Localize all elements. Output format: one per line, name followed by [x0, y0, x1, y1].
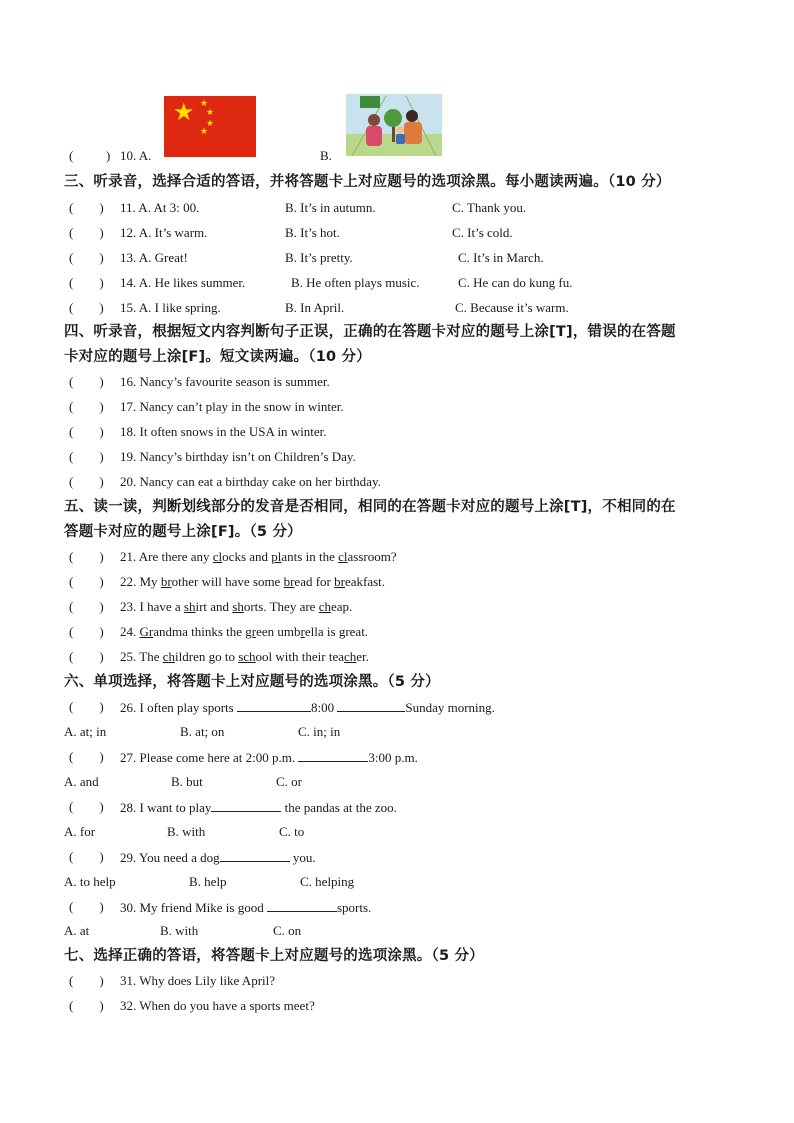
text-part: ocks and — [222, 549, 272, 564]
question-18-text: 18. It often snows in the USA in winter. — [120, 424, 327, 439]
answer-paren[interactable]: ( ) — [69, 300, 104, 315]
fill-blank[interactable] — [298, 749, 368, 762]
text-part: 29. You need a dog — [120, 850, 220, 865]
question-30-text — [120, 899, 371, 916]
option-c: C. Thank you. — [452, 200, 527, 215]
option-a: A. and — [64, 774, 99, 789]
option-b-label: B. — [320, 148, 332, 163]
text-part: ella is great. — [304, 624, 369, 639]
text-part: 27. Please come here at 2:00 p.m. — [120, 750, 299, 765]
text-part: 24. — [120, 624, 140, 639]
answer-paren[interactable]: ( ) — [69, 849, 104, 864]
text-part: the pandas at the zoo. — [281, 800, 397, 815]
option-b: B. It’s in autumn. — [285, 200, 376, 215]
answer-paren[interactable]: ( ) — [69, 225, 104, 240]
underlined-sound: sh — [183, 599, 196, 614]
underlined-sound: Gr — [139, 624, 154, 639]
text-part: 3:00 p.m. — [368, 750, 418, 765]
underlined-sound: gr — [245, 624, 257, 639]
question-11-text: 11. A. At 3: 00. — [120, 200, 200, 215]
underlined-sound: sh — [232, 599, 244, 614]
text-part: orts. They are — [243, 599, 319, 614]
answer-paren[interactable]: ( ) — [69, 599, 104, 614]
text-part: eap. — [330, 599, 353, 614]
option-b: B. but — [171, 774, 203, 789]
answer-paren[interactable]: ( ) — [69, 899, 104, 914]
option-a: A. to help — [64, 874, 116, 889]
text-part: other will have some — [171, 574, 284, 589]
text-part: 23. I have a — [120, 599, 184, 614]
fill-blank[interactable] — [211, 799, 281, 812]
answer-paren-open[interactable]: ( — [69, 148, 74, 163]
text-part: ead for — [294, 574, 335, 589]
option-b: B. He often plays music. — [291, 275, 420, 290]
question-20-text: 20. Nancy can eat a birthday cake on her birthday. — [120, 474, 381, 489]
answer-paren[interactable]: ( ) — [69, 250, 104, 265]
underlined-sound: br — [160, 574, 172, 589]
answer-paren[interactable]: ( ) — [69, 649, 104, 664]
question-23-text — [120, 599, 352, 615]
answer-paren[interactable]: ( ) — [69, 699, 104, 714]
text-part: 30. My friend Mike is good — [120, 900, 267, 915]
fill-blank[interactable] — [267, 899, 337, 912]
text-part: 25. The — [120, 649, 163, 664]
underlined-sound: br — [334, 574, 345, 589]
question-22-text — [120, 574, 385, 590]
option-b: B. In April. — [285, 300, 345, 315]
text-part: ants in the — [281, 549, 339, 564]
underlined-sound: cl — [338, 549, 348, 564]
text-part: ool with their tea — [255, 649, 344, 664]
option-c: C. to — [279, 824, 305, 839]
option-c: C. or — [276, 774, 302, 789]
text-part: er. — [356, 649, 369, 664]
big-star-icon: ★ — [173, 100, 195, 126]
question-14-text: 14. A. He likes summer. — [120, 275, 246, 290]
text-part: 21. Are there any — [120, 549, 213, 564]
underlined-sound: r — [300, 624, 305, 639]
text-part: irt and — [195, 599, 233, 614]
underlined-sound: cl — [212, 549, 223, 564]
option-c: C. in; in — [298, 724, 341, 739]
answer-paren[interactable]: ( ) — [69, 399, 104, 414]
text-part: 8:00 — [310, 700, 338, 715]
answer-paren[interactable]: ( ) — [69, 799, 104, 814]
option-c: C. Because it’s warm. — [455, 300, 569, 315]
option-c: C. He can do kung fu. — [458, 275, 573, 290]
section-4-title-line1: 四、听录音，根据短文内容判断句子正误，正确的在答题卡对应的题号上涂[T]，错误的在答题 — [64, 324, 676, 340]
option-c: C. It’s in March. — [458, 250, 544, 265]
text-part: 26. I often play sports — [120, 700, 237, 715]
option-b: B. with — [160, 923, 199, 938]
answer-paren[interactable]: ( ) — [69, 973, 104, 988]
question-17-text: 17. Nancy can’t play in the snow in winter. — [120, 399, 344, 414]
underlined-sound: sch — [238, 649, 256, 664]
small-star-icon: ★ — [200, 98, 209, 108]
question-26-text — [120, 699, 495, 716]
option-b: B. with — [167, 824, 206, 839]
small-star-icon: ★ — [200, 126, 209, 136]
section-6-title: 六、单项选择，将答题卡上对应题号的选项涂黑。（5 分） — [64, 674, 440, 690]
question-16-text: 16. Nancy’s favourite season is summer. — [120, 374, 330, 389]
family-planting-tree-image — [346, 94, 442, 156]
question-19-text: 19. Nancy’s birthday isn’t on Children’s Day. — [120, 449, 356, 464]
text-part: eakfast. — [344, 574, 386, 589]
answer-paren[interactable]: ( ) — [69, 749, 104, 764]
small-star-icon: ★ — [206, 118, 215, 128]
question-10-text: 10. A. — [120, 148, 152, 163]
underlined-sound: pl — [271, 549, 282, 564]
section-4-title-line2: 卡对应的题号上涂[F]。短文读两遍。（10 分） — [64, 349, 371, 365]
underlined-sound: br — [283, 574, 295, 589]
option-b: B. help — [189, 874, 227, 889]
text-part: een umb — [256, 624, 301, 639]
section-5-title-line2: 答题卡对应的题号上涂[F]。（5 分） — [64, 524, 302, 540]
answer-paren[interactable]: ( ) — [69, 374, 104, 389]
option-c: C. on — [273, 923, 302, 938]
underlined-sound: ch — [318, 599, 331, 614]
answer-paren[interactable]: ( ) — [69, 549, 104, 564]
question-24-text — [120, 624, 368, 640]
option-a: A. at; in — [64, 724, 107, 739]
text-part: 28. I want to play — [120, 800, 212, 815]
option-c: C. It’s cold. — [452, 225, 513, 240]
question-25-text — [120, 649, 369, 665]
text-part: ildren go to — [175, 649, 239, 664]
section-7-title: 七、选择正确的答语，将答题卡上对应题号的选项涂黑。（5 分） — [64, 948, 484, 964]
answer-paren[interactable]: ( ) — [69, 275, 104, 290]
underlined-sound: ch — [344, 649, 357, 664]
question-29-text — [120, 849, 316, 866]
fill-blank[interactable] — [337, 699, 405, 712]
option-b: B. at; on — [180, 724, 225, 739]
section-5-title-line1: 五、读一读，判断划线部分的发音是否相同，相同的在答题卡对应的题号上涂[T]，不相同的在 — [64, 499, 676, 515]
question-28-text — [120, 799, 397, 816]
answer-paren[interactable]: ( ) — [69, 574, 104, 589]
answer-paren[interactable]: ( ) — [69, 200, 104, 215]
answer-paren[interactable]: ( ) — [69, 424, 104, 439]
text-part: Sunday morning. — [405, 700, 495, 715]
text-part: andma thinks the — [153, 624, 246, 639]
option-c: C. helping — [300, 874, 355, 889]
option-a: A. for — [64, 824, 96, 839]
option-b: B. It’s pretty. — [285, 250, 353, 265]
section-3-title: 三、听录音，选择合适的答语，并将答题卡上对应题号的选项涂黑。每小题读两遍。（10 分） — [64, 174, 671, 190]
option-b: B. It’s hot. — [285, 225, 340, 240]
text-part: sports. — [336, 900, 372, 915]
fill-blank[interactable] — [237, 699, 311, 712]
china-flag-image — [164, 96, 256, 157]
question-13-text: 13. A. Great! — [120, 250, 188, 265]
question-15-text: 15. A. I like spring. — [120, 300, 221, 315]
answer-paren[interactable]: ( ) — [69, 998, 104, 1013]
fill-blank[interactable] — [220, 849, 290, 862]
answer-paren[interactable]: ( ) — [69, 474, 104, 489]
answer-paren[interactable]: ( ) — [69, 624, 104, 639]
question-21-text — [120, 549, 397, 565]
question-32-text: 32. When do you have a sports meet? — [120, 998, 315, 1013]
text-part: you. — [289, 850, 316, 865]
underlined-sound: ch — [162, 649, 176, 664]
answer-paren-close: ) — [106, 148, 111, 163]
small-star-icon: ★ — [206, 107, 215, 117]
text-part: assroom? — [347, 549, 397, 564]
question-31-text: 31. Why does Lily like April? — [120, 973, 276, 988]
question-12-text: 12. A. It’s warm. — [120, 225, 208, 240]
option-a: A. at — [64, 923, 90, 938]
question-27-text — [120, 749, 418, 766]
text-part: 22. My — [120, 574, 161, 589]
answer-paren[interactable]: ( ) — [69, 449, 104, 464]
